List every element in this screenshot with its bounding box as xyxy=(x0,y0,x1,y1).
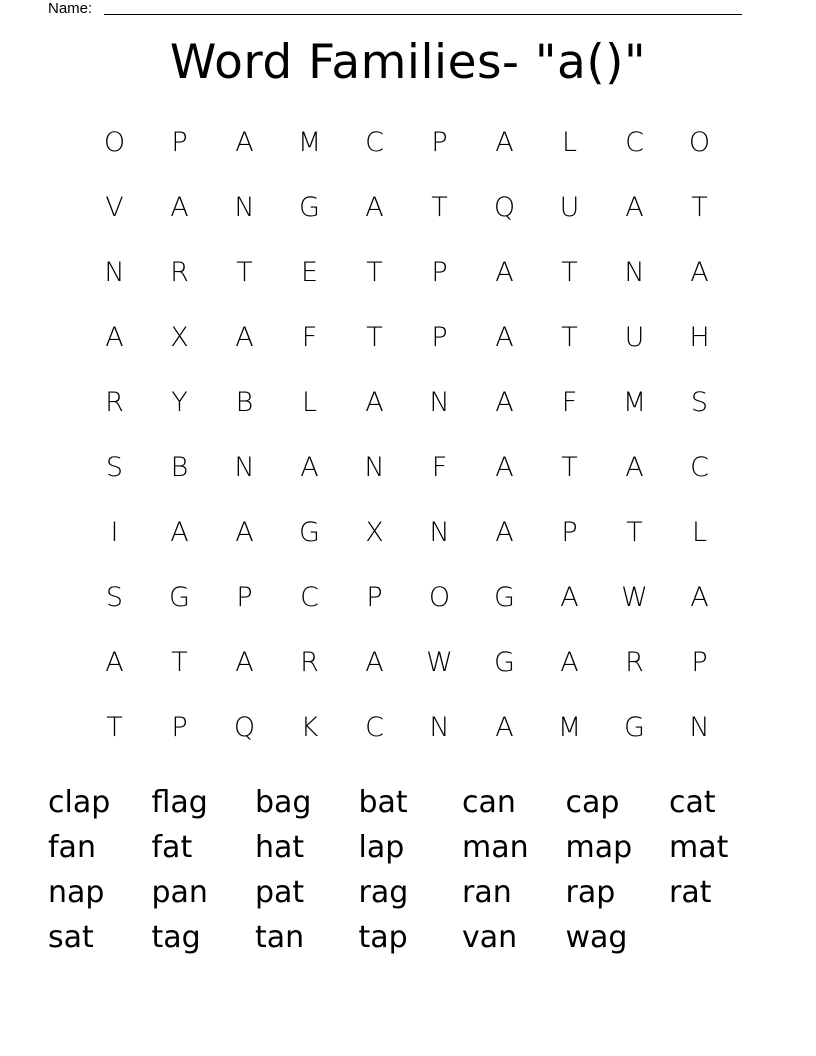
grid-letter[interactable]: F xyxy=(301,322,318,353)
grid-letter[interactable]: R xyxy=(300,647,319,678)
grid-letter[interactable]: A xyxy=(235,517,254,548)
grid-letter[interactable]: A xyxy=(300,452,319,483)
word-list-item: sat xyxy=(48,920,94,955)
word-list-item: fan xyxy=(48,830,96,865)
page-title: Word Families- "a()" xyxy=(169,35,647,90)
grid-letter[interactable]: R xyxy=(105,387,124,418)
grid-letter[interactable]: U xyxy=(559,192,580,223)
grid-letter[interactable]: T xyxy=(561,452,578,483)
grid-letter[interactable]: F xyxy=(561,387,578,418)
word-list-item: can xyxy=(462,785,516,820)
grid-letter[interactable]: A xyxy=(105,647,124,678)
grid-letter[interactable]: A xyxy=(495,257,514,288)
word-list-item: rat xyxy=(669,875,712,910)
grid-letter[interactable]: P xyxy=(431,322,448,353)
word-list-item: man xyxy=(462,830,529,865)
word-list-item: rap xyxy=(565,875,616,910)
grid-row xyxy=(82,370,732,435)
word-list-item: rag xyxy=(358,875,409,910)
name-label: Name: xyxy=(48,0,93,17)
grid-letter[interactable]: G xyxy=(624,712,645,743)
grid-letter[interactable]: M xyxy=(297,127,322,158)
grid-letter[interactable]: P xyxy=(431,257,448,288)
grid-letter[interactable]: C xyxy=(690,452,709,483)
grid-letter[interactable]: A xyxy=(625,452,644,483)
word-list-item: hat xyxy=(255,830,305,865)
grid-row xyxy=(82,630,732,695)
grid-letter[interactable]: A xyxy=(495,452,514,483)
grid-letter[interactable]: A xyxy=(495,517,514,548)
grid-letter[interactable]: M xyxy=(622,387,647,418)
grid-letter[interactable]: N xyxy=(104,257,125,288)
grid-letter[interactable]: A xyxy=(495,322,514,353)
grid-letter[interactable]: A xyxy=(235,322,254,353)
grid-letter[interactable]: N xyxy=(364,452,385,483)
grid-letter[interactable]: L xyxy=(301,387,318,418)
word-list xyxy=(48,780,788,960)
grid-letter[interactable]: P xyxy=(171,712,188,743)
word-list-item: van xyxy=(462,920,518,955)
grid-letter[interactable]: U xyxy=(624,322,645,353)
word-list-item: map xyxy=(565,830,633,865)
grid-letter[interactable]: N xyxy=(234,452,255,483)
grid-letter[interactable]: T xyxy=(561,322,578,353)
word-list-item: ran xyxy=(462,875,512,910)
word-list-item: cap xyxy=(565,785,620,820)
word-list-item: cat xyxy=(669,785,716,820)
grid-letter[interactable]: A xyxy=(170,192,189,223)
grid-letter[interactable]: S xyxy=(105,582,124,613)
word-list-item: clap xyxy=(48,785,111,820)
grid-letter[interactable]: X xyxy=(365,517,384,548)
grid-row xyxy=(82,695,732,760)
grid-letter[interactable]: N xyxy=(234,192,255,223)
grid-letter[interactable]: W xyxy=(426,647,453,678)
grid-letter[interactable]: X xyxy=(170,322,189,353)
word-list-item: tag xyxy=(151,920,201,955)
word-search-grid xyxy=(82,110,732,760)
grid-letter[interactable]: T xyxy=(171,647,188,678)
grid-row xyxy=(82,240,732,305)
grid-letter[interactable]: I xyxy=(110,517,119,548)
grid-letter[interactable]: C xyxy=(625,127,644,158)
grid-letter[interactable]: R xyxy=(625,647,644,678)
grid-letter[interactable]: R xyxy=(170,257,189,288)
grid-row xyxy=(82,175,732,240)
grid-letter[interactable]: T xyxy=(106,712,123,743)
grid-letter[interactable]: N xyxy=(689,712,710,743)
grid-letter[interactable]: A xyxy=(690,257,709,288)
grid-letter[interactable]: G xyxy=(169,582,190,613)
grid-letter[interactable]: A xyxy=(560,647,579,678)
grid-letter[interactable]: T xyxy=(431,192,448,223)
grid-row xyxy=(82,500,732,565)
grid-letter[interactable]: L xyxy=(561,127,578,158)
grid-letter[interactable]: H xyxy=(689,322,710,353)
grid-letter[interactable]: C xyxy=(365,712,384,743)
grid-letter[interactable]: A xyxy=(560,582,579,613)
word-list-row xyxy=(48,915,788,960)
grid-letter[interactable]: A xyxy=(105,322,124,353)
grid-letter[interactable]: P xyxy=(431,127,448,158)
grid-letter[interactable]: S xyxy=(105,452,124,483)
grid-letter[interactable]: A xyxy=(625,192,644,223)
grid-letter[interactable]: A xyxy=(495,387,514,418)
name-field[interactable] xyxy=(48,0,748,18)
grid-letter[interactable]: M xyxy=(557,712,582,743)
word-list-item: nap xyxy=(48,875,105,910)
word-list-item: tan xyxy=(255,920,305,955)
grid-letter[interactable]: A xyxy=(235,127,254,158)
grid-letter[interactable]: P xyxy=(561,517,578,548)
word-list-item: flag xyxy=(151,785,208,820)
word-list-item: mat xyxy=(669,830,729,865)
grid-letter[interactable]: P xyxy=(691,647,708,678)
word-list-item: tap xyxy=(358,920,408,955)
grid-letter[interactable]: B xyxy=(235,387,254,418)
grid-letter[interactable]: C xyxy=(365,127,384,158)
grid-letter[interactable]: S xyxy=(690,387,709,418)
grid-letter[interactable]: T xyxy=(366,257,383,288)
word-list-row xyxy=(48,825,788,870)
grid-letter[interactable]: V xyxy=(105,192,124,223)
grid-letter[interactable]: E xyxy=(300,257,319,288)
grid-letter[interactable]: P xyxy=(171,127,188,158)
word-list-item: bag xyxy=(255,785,312,820)
word-list-item: bat xyxy=(358,785,408,820)
grid-letter[interactable]: N xyxy=(624,257,645,288)
grid-letter[interactable]: G xyxy=(299,517,320,548)
grid-letter[interactable]: F xyxy=(431,452,448,483)
grid-letter[interactable]: T xyxy=(561,257,578,288)
grid-letter[interactable]: P xyxy=(236,582,253,613)
word-list-item: lap xyxy=(358,830,405,865)
grid-letter[interactable]: B xyxy=(170,452,189,483)
grid-letter[interactable]: N xyxy=(429,387,450,418)
grid-letter[interactable]: A xyxy=(365,192,384,223)
grid-letter[interactable]: P xyxy=(366,582,383,613)
grid-letter[interactable]: O xyxy=(428,582,451,613)
grid-letter[interactable]: T xyxy=(236,257,253,288)
word-list-item: fat xyxy=(151,830,193,865)
grid-letter[interactable]: Q xyxy=(233,712,256,743)
grid-letter[interactable]: A xyxy=(235,647,254,678)
grid-letter[interactable]: A xyxy=(690,582,709,613)
grid-row xyxy=(82,435,732,500)
grid-letter[interactable]: C xyxy=(300,582,319,613)
grid-letter[interactable]: A xyxy=(365,647,384,678)
grid-row xyxy=(82,565,732,630)
grid-letter[interactable]: O xyxy=(688,127,711,158)
grid-letter[interactable]: G xyxy=(299,192,320,223)
grid-letter[interactable]: K xyxy=(300,712,319,743)
grid-row xyxy=(82,110,732,175)
word-list-row xyxy=(48,780,788,825)
grid-letter[interactable]: T xyxy=(691,192,708,223)
grid-letter[interactable]: W xyxy=(621,582,648,613)
grid-letter[interactable]: Q xyxy=(493,192,516,223)
grid-letter[interactable]: L xyxy=(691,517,708,548)
name-underline[interactable] xyxy=(104,14,742,15)
grid-letter[interactable]: G xyxy=(494,582,515,613)
grid-letter[interactable]: A xyxy=(495,712,514,743)
word-list-item: pat xyxy=(255,875,305,910)
grid-letter[interactable]: A xyxy=(495,127,514,158)
grid-row xyxy=(82,305,732,370)
word-list-row xyxy=(48,870,788,915)
grid-letter[interactable]: A xyxy=(365,387,384,418)
grid-letter[interactable]: N xyxy=(429,517,450,548)
grid-letter[interactable]: O xyxy=(103,127,126,158)
grid-letter[interactable]: T xyxy=(366,322,383,353)
grid-letter[interactable]: N xyxy=(429,712,450,743)
word-list-item: wag xyxy=(565,920,628,955)
word-list-item: pan xyxy=(151,875,208,910)
grid-letter[interactable]: A xyxy=(170,517,189,548)
grid-letter[interactable]: G xyxy=(494,647,515,678)
grid-letter[interactable]: T xyxy=(626,517,643,548)
grid-letter[interactable]: Y xyxy=(171,387,188,418)
